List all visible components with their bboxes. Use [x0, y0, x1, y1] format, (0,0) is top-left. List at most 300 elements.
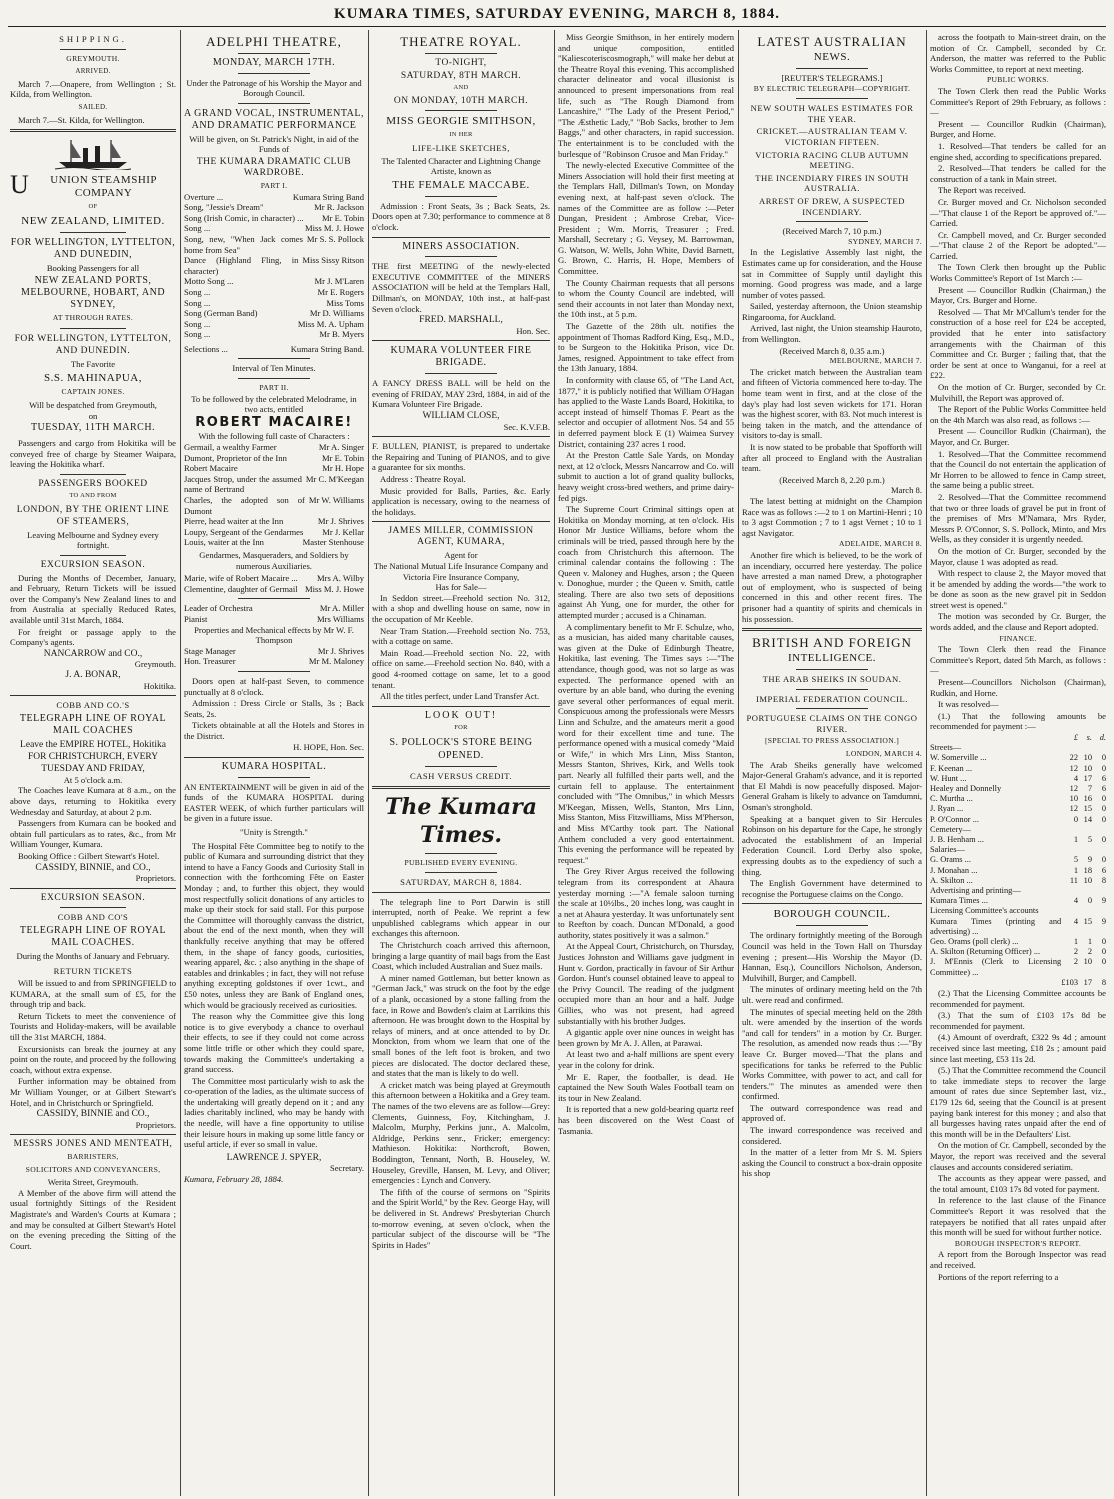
- finance-amount: [1092, 845, 1106, 855]
- tel-10: The English Government have determined to recognise the Portuguese claims on the Congo.: [742, 878, 922, 899]
- programme-row-performer: Mr E. Rogers: [317, 286, 364, 297]
- usc-for1: FOR WELLINGTON, LYTTELTON, AND DUNEDIN,: [10, 236, 176, 260]
- finance-amount: 0: [1101, 763, 1106, 773]
- law-sub2: SOLICITORS AND CONVEYANCERS,: [25, 1164, 161, 1174]
- finance-label: Kumara Times ...: [930, 896, 988, 906]
- programme-row-item: Song ...: [184, 297, 211, 308]
- borough-heading: BOROUGH COUNCIL.: [773, 908, 891, 921]
- finance-label: P. O'Connor ...: [930, 814, 979, 824]
- finance-amount: 0: [1101, 794, 1106, 804]
- ret-text: Will be issued to and from SPRINGFIELD to KUMARA, at the small sum of £5, for the through trip and back.: [10, 978, 176, 1010]
- finance-label: [930, 978, 1061, 988]
- divider: [796, 221, 868, 222]
- finance-table: [930, 733, 1106, 988]
- cobb-text2: Passengers from Kumara can be booked and obtain full particulars as to rates, &c., from Mr William Younger, Kumara.: [10, 818, 176, 850]
- ex-freight: For freight or passage apply to the Company's agents.: [10, 626, 176, 648]
- cobb-time: At 5 o'clock a.m.: [63, 774, 123, 785]
- finance-label: Salaries—: [930, 845, 965, 855]
- tel-8: The Arab Sheiks generally have welcomed Major-General Graham's advance, and it is reported that El Mahdi is now peacefully disposed. Major-General Graham is likely to advance on Tamdumni, Osman's stronghold.: [742, 759, 922, 813]
- cast-row-performer: Mrs A. Wilby: [316, 573, 364, 584]
- finance-label: Geo. Orams (poll clerk) ...: [930, 937, 1019, 947]
- divider: [372, 521, 550, 522]
- finance-amount: 15: [1083, 916, 1092, 926]
- cast-row-performer: Miss M. J. Howe: [305, 583, 364, 594]
- miller-agent: Agent for: [444, 550, 478, 561]
- finance-label: A. Skilton (Returning Officer) ...: [930, 947, 1041, 957]
- special: [SPECIAL TO PRESS ASSOCIATION.]: [764, 736, 900, 746]
- finance-label: Kumara Times (printing and advertising) ...: [930, 916, 1062, 936]
- finance-label: G. Orams ...: [930, 855, 971, 865]
- admission: Admission : Dress Circle or Stalls, 3s ; Back Seats, 2s.: [184, 698, 364, 719]
- programme-row-performer: Miss M. A. Upham: [297, 318, 364, 329]
- finance-amount: 10: [1083, 957, 1092, 967]
- cash-credit: CASH VERSUS CREDIT.: [409, 770, 513, 781]
- programme-row-item: Song ...: [184, 329, 211, 340]
- finance-amount: 2: [1073, 957, 1078, 967]
- programme-row: [184, 223, 364, 234]
- miller-text4: All the titles perfect, under Land Transfer Act.: [380, 691, 540, 702]
- programme-row-item: Song, "Jessie's Dream": [184, 202, 264, 213]
- sailed-text: March 7.—St. Kilda, for Wellington.: [18, 114, 145, 125]
- programme-row: [184, 213, 364, 224]
- divider: [184, 757, 364, 758]
- news-7: The Supreme Court Criminal sittings open at Hokitika on Monday morning, at ten o'clock. His Honor Mr Justice Williams, before whom the criminals will be tried, passed through here by the coach from Christchurch this afternoon. The criminal calendar contains the following : The Queen v. Maloney and Hughes, arson ; the Queen v. Donoghue, murder ; the Queen v. Smith, cattle stealing. There are also two sets of depositions against Ah Yung, one for murder, the other for attempted murder ; accused is a Chinaman.: [558, 504, 734, 621]
- finance-amount: 4: [1073, 773, 1078, 783]
- finance-label: J. B. Henham ...: [930, 835, 984, 845]
- finance-row: [930, 784, 1106, 794]
- law-text: A Member of the above firm will attend the usual fortnightly Sittings of the Resident Magistrate's and Warden's Courts at Kumara ; and may be consulted at Gilbert Stewart's Hotel on the evening preceding the Sitting of the Court.: [10, 1187, 176, 1251]
- finance-row: [930, 815, 1106, 825]
- cast-row-performer: Master Stenhouse: [302, 537, 364, 548]
- divider: [796, 98, 868, 99]
- finance-amount: 17: [1083, 773, 1092, 783]
- cast-row: [184, 527, 364, 538]
- finance-row: [930, 804, 1106, 814]
- finance-row: [930, 855, 1106, 865]
- usc-ports: NEW ZEALAND PORTS, MELBOURNE, HOBART, AND SYDNEY,: [20, 275, 166, 311]
- c6-8: Cr. Campbell moved, and Cr. Burger seconded—"That clause 2 of the Report be adopted."—Carried.: [930, 229, 1106, 261]
- divider: [425, 872, 496, 873]
- divider: [425, 53, 496, 54]
- finance-amount: 0: [1101, 835, 1106, 845]
- heading-arrest: ARREST OF DREW, A SUSPECTED INCENDIARY.: [758, 195, 906, 217]
- cast-row-performer: Mr E. Tobin: [322, 452, 364, 463]
- divider: [796, 689, 868, 690]
- published: PUBLISHED EVERY EVENING.: [404, 857, 518, 867]
- finance-amount: [1092, 743, 1106, 753]
- bc-3: The minutes of special meeting held on the 28th ult. were amended by the insertion of the words "and call for tenders" in a motion by Cr. Burger. The resolution, as amended now reads thus :—"By leave Cr. Burger moved—'That the plans and specifications for tanks be referred to the Public Works Committee, with power to act, and call for tenders.'" The minutes as amended were then confirmed.: [742, 1006, 922, 1102]
- programme-row: [184, 319, 364, 330]
- finance-label: [930, 733, 1061, 743]
- ret-text3: Excursionists can break the journey at any point on the route, and proceed by the following coach, without extra expense.: [10, 1043, 176, 1075]
- c6-18: With respect to clause 2, the Mayor moved that it be amended by adding the words—"the work to be done as soon as the new gravel pit in Seddon street west is opened.": [930, 568, 1106, 610]
- staff-row-item: Leader of Orchestra: [184, 603, 253, 614]
- cobb2-months: During the Months of January and February.: [16, 950, 170, 961]
- programme-row-item: Song (German Band): [184, 308, 258, 319]
- divider: [238, 671, 310, 672]
- interval: Interval of Ten Minutes.: [232, 363, 316, 374]
- divider: [238, 598, 310, 599]
- finance-amount: 22: [1069, 753, 1078, 763]
- finance-amount: 10: [1083, 875, 1092, 885]
- c6-6: The Report was received.: [938, 185, 1026, 196]
- reuter: [REUTER'S TELEGRAMS.]: [781, 73, 883, 83]
- received-1: (Received March 7, 10 p.m.): [782, 226, 882, 237]
- cobb2-title: TELEGRAPH LINE OF ROYAL MAIL COACHES.: [19, 924, 167, 948]
- robert-macaire-title: ROBERT MACAIRE!: [195, 414, 353, 430]
- bullen-text2: Music provided for Balls, Parties, &c. Early application is necessary, owing to the nearness of the holidays.: [372, 485, 550, 517]
- finance-row: [930, 753, 1106, 763]
- divider: [372, 237, 550, 238]
- heading-cricket: CRICKET.—AUSTRALIAN TEAM V. VICTORIAN FIFTEEN.: [756, 126, 908, 147]
- staff-row: [184, 656, 364, 667]
- finance-amount: £103: [1061, 977, 1078, 987]
- programme-row-performer: Miss M. J. Howe: [305, 223, 364, 234]
- divider: [372, 706, 550, 707]
- c6-26: (4.) Amount of overdraft, £322 9s 4d ; amount received since last meeting, £18 2s ; amount paid since last meeting, £53 11s 2d.: [930, 1032, 1106, 1064]
- bc-2: The minutes of ordinary meeting held on the 7th ult. were read and confirmed.: [742, 984, 922, 1005]
- programme-row: [184, 255, 364, 276]
- cast-row: [184, 584, 364, 595]
- received-2: (Received March 8, 0.35 a.m.): [779, 345, 885, 356]
- finance-amount: 10: [1083, 763, 1092, 773]
- divider: [238, 103, 310, 104]
- fire-sign: WILLIAM CLOSE,: [422, 411, 500, 422]
- finance-amount: 0: [1101, 753, 1106, 763]
- ex-agent1: NANCARROW and CO.,: [43, 648, 143, 659]
- cast-row-item: Robert Macaire: [184, 463, 238, 474]
- cast-row: [184, 537, 364, 548]
- finance-amount: 0: [1073, 814, 1078, 824]
- programme-row: [184, 276, 364, 287]
- tickets: Tickets obtainable at all the Hotels and Stores in the District.: [184, 720, 364, 741]
- club: THE KUMARA DRAMATIC CLUB WARDROBE.: [196, 156, 352, 178]
- finance-amount: 18: [1083, 865, 1092, 875]
- usc-of: OF: [88, 203, 98, 211]
- pb-leaving: Leaving Melbourne and Sydney every fortnight.: [27, 529, 159, 551]
- hospital-text: AN ENTERTAINMENT will be given in aid of the funds of the KUMARA HOSPITAL during EASTER WEEK, of which further particulars will be given in a future issue.: [184, 781, 364, 824]
- theatre-date2: ON MONDAY, 10TH MARCH.: [393, 95, 529, 106]
- finance-label: J. Ryan ...: [930, 804, 964, 814]
- cobb-heading: COBB AND CO.'S: [56, 700, 130, 711]
- cast-row: [184, 442, 364, 453]
- ex2-heading: EXCURSION SEASON.: [40, 892, 146, 903]
- c6-2: The Town Clerk then read the Public Works Committee's Report of 29th February, as follows :—: [930, 85, 1106, 118]
- selections-row: [184, 344, 364, 355]
- patronage: Under the Patronage of his Worship the Mayor and Borough Council.: [186, 77, 362, 99]
- editorial-4: A cricket match was being played at Greymouth this afternoon between a Hokitika and a Grey team. The names of the two elevens are as follow—Grey: Clements, Guinness, Foy, Kitchingham, J. Malcolm, Murphy, Perkins junr., A. Malcolm, Aldridge, Perkins senr., Fricker; emergency: Mathieson. Hokitika: Northcroft, Bowen, Boddington, Tennant, North, B. Houseley, W. Houseley, Greville, Hansen, M. Levy, and Oliver; emergencies : Lynch and Convery.: [372, 1079, 550, 1186]
- cast-row: [184, 495, 364, 516]
- cast-row-item: Dumont, Proprietor of the Inn: [184, 452, 287, 463]
- programme-row-performer: Kumara String Band: [292, 191, 364, 202]
- divider: [796, 708, 868, 709]
- editorial-5: The fifth of the course of sermons on "Spirits and the Spirit World," by the Rev. George Hay, will be delivered in St. Andrews' Presbyterian Church to-morrow evening, at seven o'clock, when the particular subject of the discourse will be "The Spirits in Hades": [372, 1186, 550, 1250]
- divider: [10, 888, 176, 889]
- column-3: [372, 32, 550, 1494]
- ex-heading: EXCURSION SEASON.: [40, 560, 146, 571]
- divider: [60, 907, 126, 908]
- c6-5: 2. Resolved—That tenders be called for the construction of a tank in Main street.: [930, 163, 1106, 184]
- dateline-sydney: SYDNEY, MARCH 7.: [848, 236, 922, 246]
- theatre-date1: SATURDAY, 8TH MARCH.: [400, 70, 522, 81]
- staff-row-performer: Mr J. Shrives: [317, 645, 364, 656]
- finance-label: A. Skilton ...: [930, 875, 973, 885]
- pub-date: SATURDAY, MARCH 8, 1884.: [400, 877, 522, 888]
- cast-row-performer: Mr J. Shrives: [317, 516, 364, 527]
- divider: [372, 340, 550, 341]
- in-her: IN HER: [449, 131, 473, 139]
- programme-row-item: Song ...: [184, 223, 211, 234]
- programme-row: [184, 308, 364, 319]
- british-heading: BRITISH AND FOREIGN: [752, 635, 912, 651]
- part-1: PART I.: [260, 180, 288, 190]
- law-title: MESSRS JONES AND MENTEATH,: [13, 1139, 173, 1150]
- finance-amount: 1: [1073, 835, 1078, 845]
- finance-row: [930, 774, 1106, 784]
- divider: [10, 1134, 176, 1135]
- finance-total-row: [930, 978, 1106, 988]
- divider: [742, 903, 922, 904]
- staff-row-item: Hon. Treasurer: [184, 656, 236, 667]
- finance-amount: 8: [1101, 875, 1106, 885]
- news-13: Mr E. Raper, the footballer, is dead. He captained the New South Wales Football team on its tour in New Zealand.: [558, 1071, 734, 1103]
- miller-heading: JAMES MILLER, COMMISSION AGENT, KUMARA,: [388, 526, 534, 548]
- ret-text2: Return Tickets to meet the convenience of Tourists and Holiday-makers, will be available till the 31st MARCH, 1884.: [10, 1010, 176, 1043]
- steamship-icon: [53, 136, 133, 170]
- cast-row-performer: Mr J. Kellar: [322, 526, 364, 537]
- miller-text2: Near Tram Station.—Freehold section No. 753, with a cottage on same.: [372, 625, 550, 647]
- cast-row-item: Loupy, Sergeant of the Gendarmes: [184, 526, 304, 537]
- cast-intro: With the following full caste of Characters :: [198, 431, 350, 442]
- finance-label: W. Hunt ...: [930, 773, 967, 783]
- divider: [796, 68, 868, 69]
- dateline-adelaide: ADELAIDE, MARCH 8.: [838, 539, 922, 549]
- tel-6: The latest betting at midnight on the Champion Race was as follows :—2 to 1 on Martini-Henri ; 10 to 3 agst Commotion ; 7 to 1 agst Vernet ; 10 to 1 agst Navigator.: [742, 495, 922, 538]
- c6-16: 2. Resolved—That the Committee recommend that two or three loads of gravel be put in front of the premises of Mrs M'Namara, Mrs Ryder, Messrs P. O'Connor, S. S. Pollock, Minto, and Mrs Wells, as they consider it is urgently needed.: [930, 491, 1106, 545]
- divider: [238, 73, 310, 74]
- finance-label: J. Monahan ...: [930, 865, 978, 875]
- ret-heading: RETURN TICKETS: [53, 965, 133, 976]
- miners-text: THE first MEETING of the newly-elected EXECUTIVE COMMITTEE of the MINERS ASSOCIATION will be held at the Templars Hall, Dillman's, on MONDAY, 10th inst., at half-past Seven o'clock.: [372, 261, 550, 314]
- cast-row-performer: Mr C. M'Keegan: [305, 473, 364, 484]
- hospital-sec: Secretary.: [329, 1163, 364, 1174]
- finance-amount: 17: [1083, 977, 1092, 987]
- c6-4: 1. Resolved—That tenders be called for an engine shed, according to specifications prepared.: [930, 140, 1106, 162]
- editorial-2: The Christchurch coach arrived this afternoon, bringing a large quantity of mail bags from the East Coast, which included Australian and Suez mails.: [372, 940, 550, 972]
- cast-row-item: Marie, wife of Robert Macaire ...: [184, 573, 298, 584]
- divider: [742, 628, 922, 631]
- finance-amount: [1061, 886, 1078, 896]
- programme-row-performer: Mr S. S. Pollock: [306, 233, 364, 244]
- usc-date: TUESDAY, 11TH MARCH.: [30, 422, 156, 434]
- masthead-rule: [8, 26, 1106, 27]
- tel-3: Arrived, last night, the Union steamship Hauroto, from Wellington.: [742, 323, 922, 345]
- news-2: The newly-elected Executive Committee of the Miners Association will hold their first meeting at the Templars Hall, Dillman's Town, on Monday evening next, at half-past seven o'clock. The names of the Committee are as follow :—Peter Dungan, President ; Ambrose Crebar, Vice-President ; Wm. Morris, Treasurer ; Fred. Marshall, Secretary ; G. Veysey, M. Barrowman, G. Watson, W. Wells, John White, David Barnett, G. Brown, C. Harris, H. Hope, Members of Committee.: [558, 160, 734, 277]
- news-3: The County Chairman requests that all persons to whom the County Council are indebted, will send their accounts in not later than Monday next, the 10th inst., at 5 p.m.: [558, 277, 734, 320]
- finance-row: [930, 957, 1106, 977]
- cast-row: [184, 516, 364, 527]
- finance-amount: 1: [1073, 865, 1078, 875]
- programme-row-performer: Miss Sissy Ritson: [302, 255, 364, 266]
- finance-row: [930, 835, 1106, 845]
- usc-nz: NEW ZEALAND, LIMITED.: [21, 214, 165, 227]
- staff-list: [184, 603, 364, 624]
- c6-17: On the motion of Cr. Burger, seconded by the Mayor, clause 1 was adopted as read.: [930, 545, 1106, 567]
- cobb-office: Booking Office : Gilbert Stewart's Hotel.: [18, 850, 160, 861]
- finance-amount: 10: [1083, 753, 1092, 763]
- news-5: In conformity with clause 65, of "The Land Act, 1877," it is publicly notified that William O'Hagan has applied to the Waste Lands Board, Hokitika, to accept instead of himself Thomas F. Peart as the selector and occupier of allotment Nos. 54 and 55 in deferred payment block E (1) Waimea Survey District, containing 237 acres 1 rood.: [558, 375, 734, 449]
- c6-15: 1. Resolved—That the Committee recommend that the Council do not entertain the application of Mr Horren to be allowed to fence in Camp street, the same being a public street.: [930, 448, 1106, 491]
- by-telegraph: BY ELECTRIC TELEGRAPH—COPYRIGHT.: [753, 83, 911, 93]
- finance-row: [930, 764, 1106, 774]
- bc-6: In the matter of a letter from Mr S. M. Spiers asking the Council to construct a box-drain opposite his shop: [742, 1147, 922, 1179]
- finance-label: Advertising and printing—: [930, 886, 1021, 896]
- usc-captain: CAPTAIN JONES.: [61, 386, 125, 396]
- finance-row: [930, 794, 1106, 804]
- c6-11: Resolved — That Mr M'Callum's tender for the construction of a hose reel for £24 be accepted, provided that he enter into satisfactory arrangements with the Chairman of this Committee and Cr. Burger ; failing that, that the order be sent at once to Wanganui, for a reel at £22.: [930, 306, 1106, 381]
- cast-row-item: Germail, a wealthy Farmer: [184, 442, 277, 453]
- usc-booking: Booking Passengers for all: [46, 262, 140, 273]
- news-14: It is reported that a new gold-bearing quartz reef has been discovered on the West Coast of Tasmania.: [558, 1104, 734, 1136]
- law-sub: BARRISTERS,: [67, 1152, 119, 1161]
- selections-performer: Kumara String Band.: [290, 343, 364, 354]
- finance-group-row: [930, 886, 1106, 896]
- c6-31: A report from the Borough Inspector was read and received.: [930, 1249, 1106, 1270]
- finance-amount: 12: [1069, 804, 1078, 814]
- pollock: S. POLLOCK'S STORE BEING OPENED.: [389, 736, 533, 761]
- c6-9: The Town Clerk then brought up the Public Works Committee's Report of 1st March :—: [930, 262, 1106, 284]
- c6-19: The motion was seconded by Cr. Burger, the words added, and the clause and Report adopted.: [930, 611, 1106, 633]
- finance-label: F. Keenan ...: [930, 763, 973, 773]
- column-1: [10, 32, 176, 1494]
- props: Properties and Mechanical effects by Mr W. F. Thompson: [194, 624, 354, 646]
- divider: [60, 555, 126, 556]
- finance-amount: s.: [1086, 733, 1092, 742]
- dateline-melbourne: MELBOURNE, MARCH 7.: [829, 356, 922, 366]
- finance-row: [930, 947, 1106, 957]
- finance-amount: 6: [1101, 865, 1106, 875]
- finance-amount: 10: [1069, 794, 1078, 804]
- divider: [796, 925, 868, 926]
- finance-group-row: [930, 906, 1106, 916]
- finance-amount: [1092, 886, 1106, 896]
- programme-row-performer: Mr R. Jackson: [314, 202, 364, 213]
- maccabe: THE FEMALE MACCABE.: [392, 178, 530, 191]
- programme-row-performer: Mr B. Myers: [319, 329, 364, 340]
- tel-2: Sailed, yesterday afternoon, the Union steamship Ringarooma, for Auckland.: [742, 301, 922, 322]
- masthead: KUMARA TIMES, SATURDAY EVENING, MARCH 8, 1884.: [333, 6, 781, 22]
- heading-portuguese: PORTUGUESE CLAIMS ON THE CONGO RIVER.: [746, 713, 918, 734]
- c6-29: The accounts as they appear were passed, and the total amount, £103 17s 8d voted for payment.: [930, 1173, 1106, 1194]
- finance-amount: 2: [1073, 947, 1078, 957]
- dateline-mar8: March 8.: [890, 485, 922, 496]
- heading-arab: THE ARAB SHEIKS IN SOUDAN.: [762, 674, 902, 685]
- programme-row: [184, 192, 364, 203]
- column-4: [558, 32, 734, 1494]
- intelligence-heading: INTELLIGENCE.: [787, 652, 877, 665]
- divider: [425, 110, 496, 111]
- finance-row: [930, 876, 1106, 886]
- staff-row-performer: Mr M. Maloney: [308, 656, 364, 667]
- c6-23: (1.) That the following amounts be recommended for payment :—: [930, 710, 1106, 732]
- arrived-text: March 7.—Onapere, from Wellington ; St. Kilda, from Wellington.: [10, 78, 176, 100]
- divider: [238, 358, 310, 359]
- usc-fav: The Favorite: [70, 358, 116, 369]
- programme-row: [184, 202, 364, 213]
- lookout: LOOK OUT!: [424, 709, 498, 721]
- cobb-prop2: Proprietors.: [135, 873, 176, 884]
- bc-4: The outward correspondence was read and approved of.: [742, 1102, 922, 1124]
- news-11: A gigantic apple over nine ounces in weight has been grown by Mr A. J. Allen, at Parawai.: [558, 1027, 734, 1048]
- pb-heading: PASSENGERS BOOKED: [38, 478, 148, 489]
- finance-amount: 0: [1101, 814, 1106, 824]
- news-1: Miss Georgie Smithson, in her entirely modern and unique composition, entitled "Kaliescoteriscosmograph," will make her debut at the Theatre Royal this evening. This accomplished character delineator and vocal illusionist is announced to present impersonations from real life, such as "The Rough Diamond from Lancashire," "The Lady of the Present Period," "The Æsthetic Lady," "Bob Sacks, brother to Jem Baggs," and other characters, in rapid succession. The entertainment is to be concluded with the burlesque of "Robinson Crusoe and Man Friday.": [558, 32, 734, 159]
- heading-vrc: VICTORIA RACING CLUB AUTUMN MEETING.: [755, 149, 909, 171]
- hospital-heading: KUMARA HOSPITAL.: [221, 761, 327, 773]
- usc-on: on: [88, 410, 98, 421]
- divider: [238, 378, 310, 379]
- finance-amount: 8: [1101, 977, 1106, 987]
- cobb-leave: Leave the EMPIRE HOTEL, Hokitika FOR CHRISTCHURCH, EVERY TUESDAY AND FRIDAY,: [20, 739, 166, 774]
- miller-text3: Main Road.—Freehold section No. 22, with office on same.—Freehold section No. 840, with a good 4-roomed cottage on same, let to a good tenant.: [372, 647, 550, 690]
- column-divider: [368, 30, 369, 1496]
- bullen-addr: Address : Theatre Royal.: [380, 474, 466, 485]
- programme-row-performer: Mr J. M'Laren: [314, 276, 364, 287]
- finance-row: [930, 917, 1106, 937]
- law-addr: Werita Street, Greymouth.: [47, 1177, 139, 1188]
- ret-prop2: Proprietors.: [135, 1119, 176, 1130]
- finance-amount: [1092, 825, 1106, 835]
- public-works-heading: PUBLIC WORKS.: [987, 75, 1049, 85]
- tonight: TO-NIGHT,: [435, 58, 487, 68]
- miller-co2: Victoria Fire Insurance Company,: [402, 571, 520, 582]
- cast-row-item: Jacques Strop, under the assumed name of Bertrand: [184, 473, 302, 495]
- unity: "Unity is Strength.": [240, 827, 308, 838]
- editorial-3: A miner named Gottleman, but better known as "German Jack," was struck on the foot by the edge of a plank, occasioned by a stone falling from the face, in Rowe and Bowden's claim at Larrikins this afternoon. He was brought down to the Hospital by relays of miners, and at once attended to by Dr. Monckton, from whom we learn that one of the small bones of the left foot is broken, and two pieces are dislocated. The doctor declared these, and states that the man is likely to do well.: [372, 972, 550, 1079]
- tel-7: Another fire which is believed, to be the work of an incendiary, occurred here yesterday. The police have arrested a man named Drew, a photographer out of employment, who is suspected of being concerned in this and other recent fires. The prisoner had a quantity of spirits and chemicals in his possession.: [742, 549, 922, 624]
- news-12: At least two and a-half millions are spent every year in the colony for drink.: [558, 1049, 734, 1070]
- dateline-london: LONDON, MARCH 4.: [845, 749, 922, 759]
- column-divider: [554, 30, 555, 1496]
- fire-heading: KUMARA VOLUNTEER FIRE BRIGADE.: [390, 345, 532, 369]
- finance-amount: [1078, 906, 1092, 916]
- miller-co1: The National Mutual Life Insurance Company and: [373, 561, 549, 571]
- programme-row-item: Song (Irish Comic, in character) ...: [184, 212, 304, 223]
- finance-amount: [1061, 906, 1078, 916]
- staff-row-performer: Mr A. Miller: [319, 603, 364, 614]
- c6-14: Present — Councillor Rudkin (Chairman), the Mayor, and Cr. Burger.: [930, 426, 1106, 447]
- divider: [425, 196, 496, 197]
- finance-amount: 0: [1101, 947, 1106, 957]
- cast-row: [184, 573, 364, 584]
- heading-imperial: IMPERIAL FEDERATION COUNCIL.: [756, 693, 908, 704]
- cast-row-item: Pierre, head waiter at the Inn: [184, 516, 284, 527]
- news-heading: NEWS.: [813, 51, 851, 63]
- miller-text: In Seddon street.—Freehold section No. 312, with a shop and dwelling house on same, now in the occupation of Mr Keeble.: [372, 592, 550, 624]
- hospital-text3: The reason why the Committee give this long notice is to give everybody a chance to overhaul their effects, to see if they could not come across some little trifle or other which they could spare, towards making the Committee's undertaking a grand success.: [184, 1011, 364, 1075]
- finance-row: [930, 937, 1106, 947]
- heading-nsw: NEW SOUTH WALES ESTIMATES FOR THE YEAR.: [750, 103, 914, 124]
- finance-group-row: [930, 743, 1106, 753]
- c6-3: Present — Councillor Rudkin (Chairman), Burger, and Horne.: [930, 118, 1106, 140]
- programme-row-item: Overture ...: [184, 191, 224, 202]
- cobb-prop: CASSIDY, BINNIE, and CO.,: [35, 862, 151, 873]
- finance-label: W. Somerville ...: [930, 753, 987, 763]
- for: FOR: [454, 724, 468, 732]
- programme-part1: [184, 192, 364, 340]
- c6-22: It was resolved—: [938, 699, 999, 710]
- c6-25: (3.) That the sum of £103 17s 8d be recommended for payment.: [930, 1010, 1106, 1031]
